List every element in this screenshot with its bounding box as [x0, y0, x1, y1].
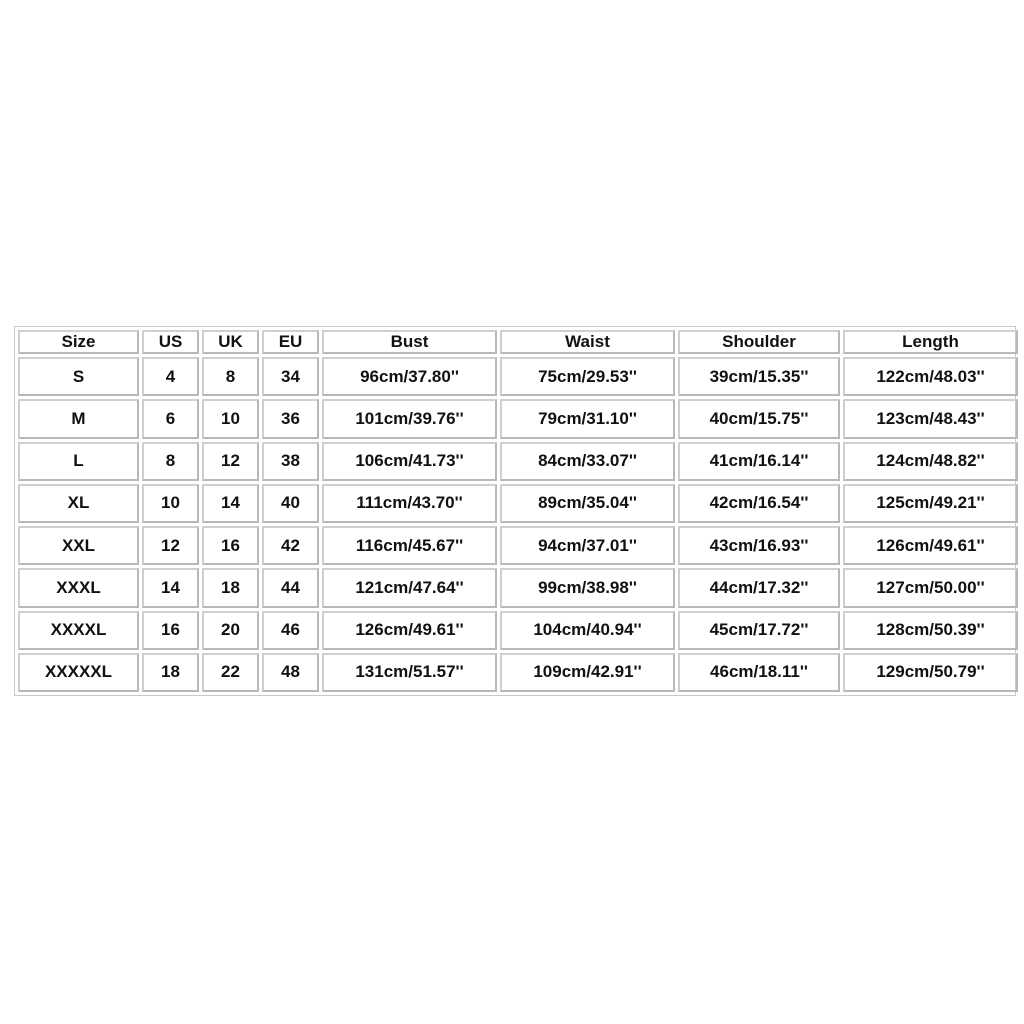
shoulder-cell: 44cm/17.32'' — [678, 568, 840, 607]
length-cell: 129cm/50.79'' — [843, 653, 1018, 692]
size-cell: S — [18, 357, 139, 396]
bust-cell: 116cm/45.67'' — [322, 526, 497, 565]
size-cell: XXXXL — [18, 611, 139, 650]
us-cell: 18 — [142, 653, 199, 692]
us-cell: 10 — [142, 484, 199, 523]
bust-cell: 101cm/39.76'' — [322, 399, 497, 438]
waist-cell: 89cm/35.04'' — [500, 484, 675, 523]
eu-cell: 34 — [262, 357, 319, 396]
shoulder-cell: 41cm/16.14'' — [678, 442, 840, 481]
uk-cell: 14 — [202, 484, 259, 523]
table-row — [18, 484, 1018, 523]
waist-cell: 94cm/37.01'' — [500, 526, 675, 565]
uk-cell: 10 — [202, 399, 259, 438]
length-cell: 124cm/48.82'' — [843, 442, 1018, 481]
header-row — [18, 330, 1018, 354]
eu-cell: 40 — [262, 484, 319, 523]
header-cell-shoulder: Shoulder — [678, 330, 840, 354]
shoulder-cell: 43cm/16.93'' — [678, 526, 840, 565]
header-cell-uk: UK — [202, 330, 259, 354]
table-row — [18, 568, 1018, 607]
eu-cell: 44 — [262, 568, 319, 607]
bust-cell: 126cm/49.61'' — [322, 611, 497, 650]
table-row — [18, 526, 1018, 565]
bust-cell: 121cm/47.64'' — [322, 568, 497, 607]
uk-cell: 18 — [202, 568, 259, 607]
us-cell: 8 — [142, 442, 199, 481]
waist-cell: 104cm/40.94'' — [500, 611, 675, 650]
waist-cell: 84cm/33.07'' — [500, 442, 675, 481]
size-chart-table — [15, 327, 1021, 695]
eu-cell: 36 — [262, 399, 319, 438]
table-row — [18, 611, 1018, 650]
us-cell: 4 — [142, 357, 199, 396]
shoulder-cell: 45cm/17.72'' — [678, 611, 840, 650]
header-cell-waist: Waist — [500, 330, 675, 354]
us-cell: 16 — [142, 611, 199, 650]
waist-cell: 75cm/29.53'' — [500, 357, 675, 396]
shoulder-cell: 40cm/15.75'' — [678, 399, 840, 438]
size-cell: XXL — [18, 526, 139, 565]
table-row — [18, 653, 1018, 692]
table-row — [18, 357, 1018, 396]
us-cell: 6 — [142, 399, 199, 438]
waist-cell: 79cm/31.10'' — [500, 399, 675, 438]
uk-cell: 22 — [202, 653, 259, 692]
uk-cell: 8 — [202, 357, 259, 396]
eu-cell: 48 — [262, 653, 319, 692]
table-row — [18, 442, 1018, 481]
us-cell: 12 — [142, 526, 199, 565]
header-cell-bust: Bust — [322, 330, 497, 354]
uk-cell: 12 — [202, 442, 259, 481]
length-cell: 123cm/48.43'' — [843, 399, 1018, 438]
eu-cell: 42 — [262, 526, 319, 565]
bust-cell: 131cm/51.57'' — [322, 653, 497, 692]
size-cell: M — [18, 399, 139, 438]
size-chart — [14, 326, 1016, 696]
shoulder-cell: 39cm/15.35'' — [678, 357, 840, 396]
uk-cell: 16 — [202, 526, 259, 565]
header-cell-us: US — [142, 330, 199, 354]
shoulder-cell: 46cm/18.11'' — [678, 653, 840, 692]
size-cell: L — [18, 442, 139, 481]
bust-cell: 96cm/37.80'' — [322, 357, 497, 396]
eu-cell: 38 — [262, 442, 319, 481]
length-cell: 126cm/49.61'' — [843, 526, 1018, 565]
length-cell: 128cm/50.39'' — [843, 611, 1018, 650]
bust-cell: 111cm/43.70'' — [322, 484, 497, 523]
uk-cell: 20 — [202, 611, 259, 650]
eu-cell: 46 — [262, 611, 319, 650]
header-cell-size: Size — [18, 330, 139, 354]
header-cell-length: Length — [843, 330, 1018, 354]
waist-cell: 99cm/38.98'' — [500, 568, 675, 607]
length-cell: 127cm/50.00'' — [843, 568, 1018, 607]
size-cell: XXXL — [18, 568, 139, 607]
waist-cell: 109cm/42.91'' — [500, 653, 675, 692]
bust-cell: 106cm/41.73'' — [322, 442, 497, 481]
table-row — [18, 399, 1018, 438]
length-cell: 122cm/48.03'' — [843, 357, 1018, 396]
shoulder-cell: 42cm/16.54'' — [678, 484, 840, 523]
us-cell: 14 — [142, 568, 199, 607]
header-cell-eu: EU — [262, 330, 319, 354]
size-cell: XL — [18, 484, 139, 523]
length-cell: 125cm/49.21'' — [843, 484, 1018, 523]
size-cell: XXXXXL — [18, 653, 139, 692]
